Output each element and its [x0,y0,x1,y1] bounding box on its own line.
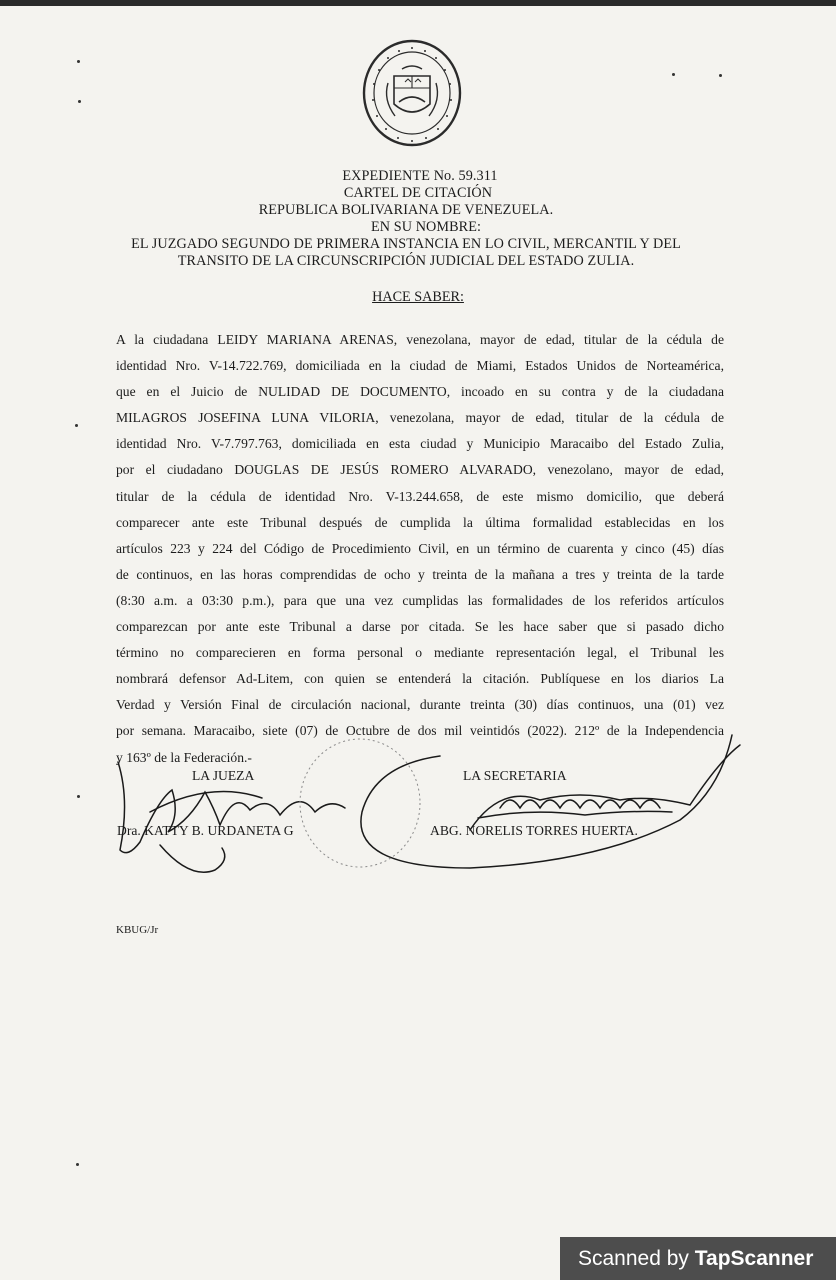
body-line: comparecer ante este Tribunal después de cumplida la última formalidad establecidas en los [116,514,724,530]
judge-title: LA JUEZA [192,768,255,783]
body-line: A la ciudadana LEIDY MARIANA ARENAS, venezolana, mayor de edad, titular de la cédula de [116,332,724,347]
body-line: por el ciudadano DOUGLAS DE JESÚS ROMERO ALVARADO, venezolano, mayor de edad, [116,462,724,478]
body-line: término no comparecieren en forma personal o mediante representación legal, el Tribunal les [116,645,724,661]
document-title: CARTEL DE CITACIÓN [343,185,493,201]
body-line: titular de la cédula de identidad Nro. V-13.244.658, de este mismo domicilio, que deberá [116,488,724,504]
en-su-nombre: EN SU NOMBRE: [370,219,482,235]
body-line: identidad Nro. V-7.797.763, domiciliada en esta ciudad y Municipio Maracaibo del Estado Zulia, [116,436,724,452]
body-line: comparezcan por ante este Tribunal a darse por citada. Se les hace saber que si pasado dicho [116,619,724,635]
tapscanner-watermark [560,1237,836,1280]
citation-body [116,327,724,771]
court-name-line-1: EL JUZGADO SEGUNDO DE PRIMERA INSTANCIA EN LO CIVIL, MERCANTIL Y DEL [131,236,681,252]
watermark-prefix: Scanned by [578,1247,695,1270]
body-line: artículos 223 y 224 del Código de Procedimiento Civil, en un término de cuarenta y cinco (45) días [116,540,724,556]
secretary-name: ABG. NORELIS TORRES HUERTA. [430,823,638,838]
judge-name: Dra. KATTY B. URDANETA G [117,823,294,838]
typist-initials: KBUG/Jr [116,924,159,936]
body-line: Verdad y Versión Final de circulación nacional, durante treinta (30) días continuos, una (01) vez [116,697,724,713]
body-line: identidad Nro. V-14.722.769, domiciliada en la ciudad de Miami, Estados Unidos de Norteamérica, [116,358,724,374]
body-line: y 163º de la Federación.- [116,749,252,765]
watermark-brand: TapScanner [694,1247,814,1270]
body-line: por semana. Maracaibo, siete (07) de Octubre de dos mil veintidós (2022). 212º de la Independencia [116,723,724,739]
scan-top-edge [0,0,836,6]
republic-name: REPUBLICA BOLIVARIANA DE VENEZUELA. [258,202,554,218]
court-seal [361,38,463,148]
body-line: nombrará defensor Ad-Litem, con quien se entenderá la citación. Publíquese en los diarios La [116,671,724,687]
expediente-number: EXPEDIENTE No. 59.311 [342,168,498,184]
body-line: de continuos, en las horas comprendidas de ocho y treinta de la mañana a tres y treinta de la tarde [116,566,724,582]
court-name-line-2: TRANSITO DE LA CIRCUNSCRIPCIÓN JUDICIAL DEL ESTADO ZULIA. [177,253,635,269]
body-line: (8:30 a.m. a 03:30 p.m.), para que una vez cumplidas las formalidades de los referidos artículos [116,592,724,608]
secretary-title: LA SECRETARIA [463,768,567,783]
body-line: que en el Juicio de NULIDAD DE DOCUMENTO, incoado en su contra y de la ciudadana [116,384,724,400]
body-line: MILAGROS JOSEFINA LUNA VILORIA, venezolana, mayor de edad, titular de la cédula de [116,410,724,426]
hace-saber-heading: HACE SABER: [372,289,464,305]
